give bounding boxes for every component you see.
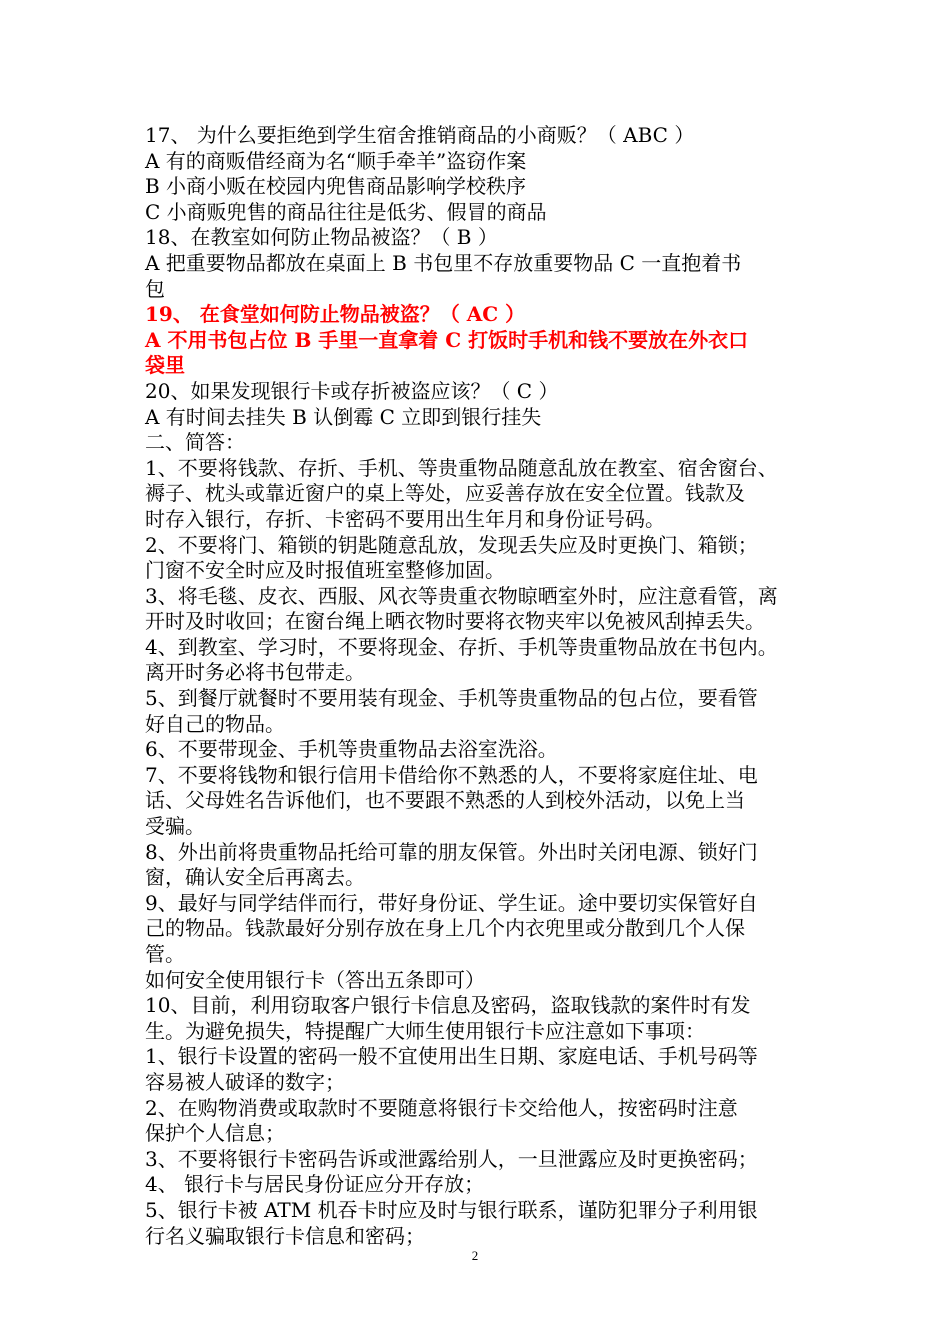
- text-line: 门窗不安全时应及时报值班室整修加固。: [145, 558, 505, 583]
- text-line: 5、到餐厅就餐时不要用装有现金、手机等贵重物品的包占位，要看管: [145, 686, 758, 711]
- text-line: 3、将毛毯、皮衣、西服、风衣等贵重衣物晾晒室外时，应注意看管，离: [145, 583, 778, 608]
- text-line: 3、不要将银行卡密码告诉或泄露给别人，一旦泄露应及时更换密码；: [145, 1146, 758, 1171]
- text-line: 管。: [145, 942, 185, 966]
- highlighted-text-line: A 不用书包占位 B 手里一直拿着 C 打饭时手机和钱不要放在外衣口: [145, 327, 749, 352]
- text-line: 窗，确认安全后再离去。: [145, 865, 365, 890]
- text-line: 二、简答：: [145, 430, 245, 455]
- text-line: 褥子、枕头或靠近窗户的桌上等处，应妥善存放在安全位置。钱款及: [145, 481, 745, 506]
- text-line: 9、最好与同学结伴而行，带好身份证、学生证。途中要切实保管好自: [145, 890, 758, 915]
- text-line: 1、银行卡设置的密码一般不宜使用出生日期、家庭电话、手机号码等: [145, 1044, 758, 1069]
- text-line: 受骗。: [145, 814, 205, 839]
- text-line: 17、 为什么要拒绝到学生宿舍推销商品的小商贩？（ ABC ）: [145, 123, 695, 147]
- text-line: 1、不要将钱款、存折、手机、等贵重物品随意乱放在教室、宿舍窗台、: [145, 455, 778, 480]
- document-body: [145, 123, 815, 1249]
- text-line: A 有的商贩借经商为名“顺手牵羊”盗窃作案: [145, 148, 527, 173]
- text-line: 8、外出前将贵重物品托给可靠的朋友保管。外出时关闭电源、锁好门: [145, 839, 758, 864]
- text-line: A 把重要物品都放在桌面上 B 书包里不存放重要物品 C 一直抱着书: [145, 250, 742, 275]
- text-line: 6、不要带现金、手机等贵重物品去浴室洗浴。: [145, 737, 558, 762]
- page-number: 2: [471, 1248, 479, 1263]
- text-line: 行名义骗取银行卡信息和密码；: [145, 1223, 425, 1248]
- text-line: 2、不要将门、箱锁的钥匙随意乱放，发现丢失应及时更换门、箱锁；: [145, 532, 758, 557]
- text-line: 好自己的物品。: [145, 711, 285, 736]
- text-line: 20、如果发现银行卡或存折被盗应该？（ C ）: [145, 378, 559, 403]
- text-line: 话、父母姓名告诉他们，也不要跟不熟悉的人到校外活动，以免上当: [145, 788, 745, 813]
- text-line: 10、目前，利用窃取客户银行卡信息及密码，盗取钱款的案件时有发: [145, 993, 751, 1018]
- text-line: 如何安全使用银行卡（答出五条即可）: [145, 967, 485, 992]
- text-line: 时存入银行，存折、卡密码不要用出生年月和身份证号码。: [145, 506, 665, 531]
- text-line: B 小商小贩在校园内兜售商品影响学校秩序: [145, 174, 527, 199]
- highlighted-text-line: 19、 在食堂如何防止物品被盗？（ AC ）: [145, 302, 526, 327]
- text-line: 容易被人破译的数字；: [145, 1069, 345, 1094]
- text-line: C 小商贩兜售的商品往往是低劣、假冒的商品: [145, 199, 547, 224]
- text-line: 离开时务必将书包带走。: [145, 660, 365, 685]
- highlighted-text-line: 袋里: [145, 353, 185, 378]
- text-line: 2、在购物消费或取款时不要随意将银行卡交给他人，按密码时注意: [145, 1095, 738, 1120]
- text-line: 4、 银行卡与居民身份证应分开存放；: [145, 1172, 485, 1197]
- text-line: 包: [145, 276, 165, 301]
- text-line: 4、到教室、学习时，不要将现金、存折、手机等贵重物品放在书包内。: [145, 634, 778, 659]
- text-line: 保护个人信息；: [145, 1121, 285, 1146]
- text-line: 5、银行卡被 ATM 机吞卡时应及时与银行联系，谨防犯罪分子利用银: [145, 1197, 758, 1222]
- text-line: 7、不要将钱物和银行信用卡借给你不熟悉的人，不要将家庭住址、电: [145, 762, 758, 787]
- text-line: 18、在教室如何防止物品被盗？（ B ）: [145, 225, 498, 250]
- text-line: A 有时间去挂失 B 认倒霉 C 立即到银行挂失: [145, 404, 542, 429]
- text-line: 开时及时收回；在窗台绳上晒衣物时要将衣物夹牢以免被风刮掉丢失。: [145, 609, 765, 634]
- text-line: 己的物品。钱款最好分别存放在身上几个内衣兜里或分散到几个人保: [145, 916, 745, 941]
- text-line: 生。为避免损失，特提醒广大师生使用银行卡应注意如下事项：: [145, 1018, 705, 1043]
